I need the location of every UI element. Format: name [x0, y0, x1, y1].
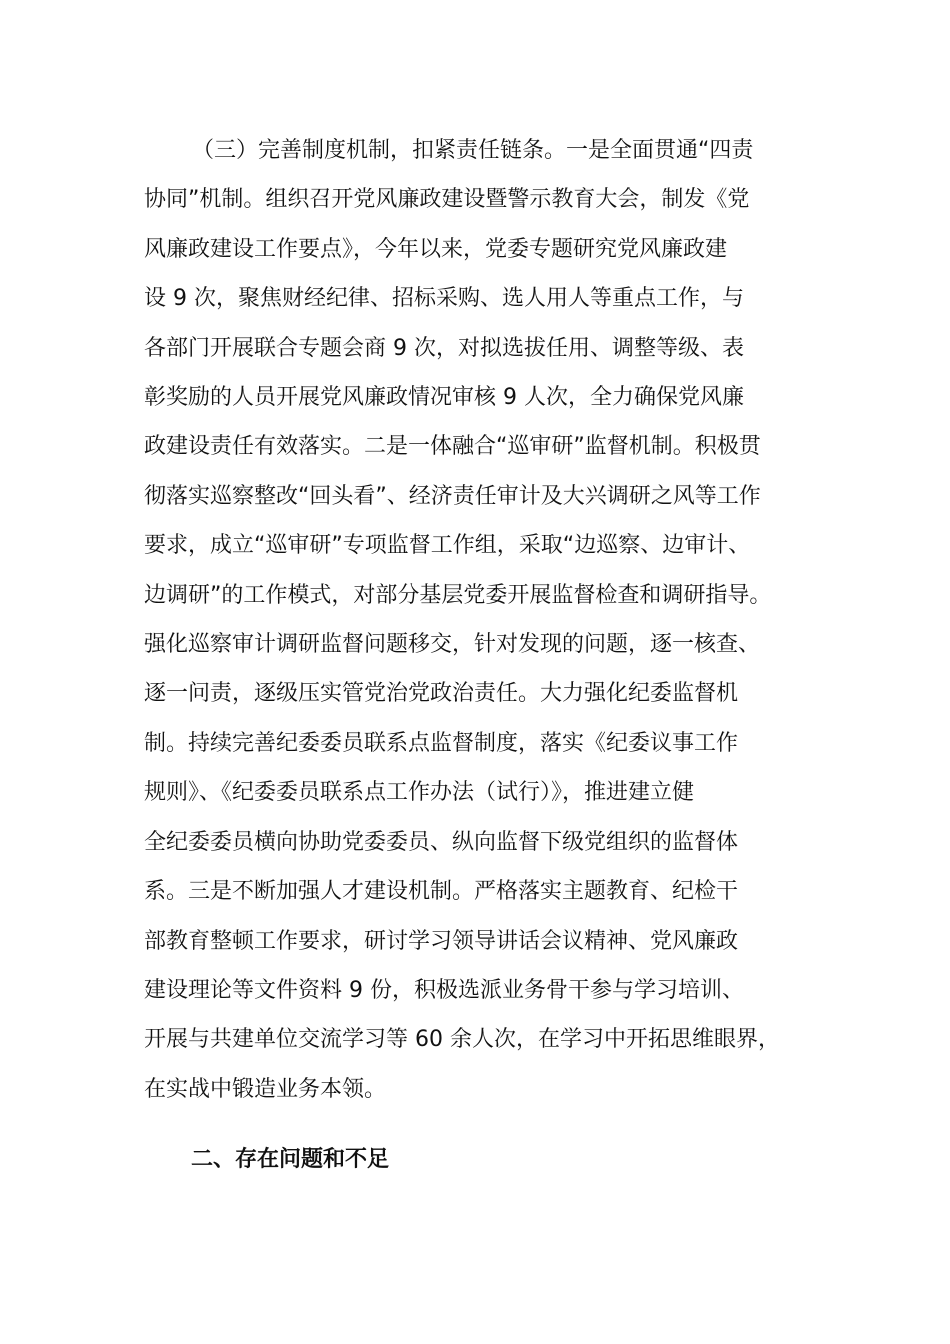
- paragraph-line: 边调研”的工作模式，对部分基层党委开展监督检查和调研指导。: [144, 582, 772, 608]
- paragraph-line: 逐一问责，逐级压实管党治党政治责任。大力强化纪委监督机: [144, 681, 739, 707]
- paragraph-line: 政建设责任有效落实。二是一体融合“巡审研”监督机制。积极贯: [144, 434, 761, 460]
- section-heading: 二、存在问题和不足: [191, 1147, 390, 1172]
- paragraph-line: 协同”机制。组织召开党风廉政建设暨警示教育大会，制发《党: [144, 187, 750, 213]
- paragraph-line: 彰奖励的人员开展党风廉政情况审核 9 人次，全力确保党风廉: [144, 385, 744, 411]
- paragraph-line: 彻落实巡察整改“回头看”、经济责任审计及大兴调研之风等工作: [144, 483, 761, 509]
- paragraph-line: 部教育整顿工作要求，研讨学习领导讲话会议精神、党风廉政: [144, 928, 739, 954]
- paragraph-line: 风廉政建设工作要点》，今年以来，党委专题研究党风廉政建: [144, 236, 728, 262]
- paragraph-line: 开展与共建单位交流学习等 60 余人次，在学习中开拓思维眼界，: [144, 1027, 780, 1053]
- paragraph-line: 建设理论等文件资料 9 份，积极选派业务骨干参与学习培训、: [144, 977, 744, 1003]
- paragraph-line: （三）完善制度机制，扣紧责任链条。一是全面贯通“四责: [192, 138, 754, 163]
- paragraph-line: 全纪委委员横向协助党委委员、纵向监督下级党组织的监督体: [144, 829, 739, 855]
- paragraph-line: 强化巡察审计调研监督问题移交，针对发现的问题，逐一核查、: [144, 632, 761, 658]
- paragraph-line: 设 9 次，聚焦财经纪律、招标采购、选人用人等重点工作，与: [144, 286, 744, 312]
- paragraph-line: 制。持续完善纪委委员联系点监督制度，落实《纪委议事工作: [144, 730, 739, 756]
- paragraph-line: 各部门开展联合专题会商 9 次，对拟选拔任用、调整等级、表: [144, 335, 744, 361]
- paragraph-line: 在实战中锻造业务本领。: [144, 1076, 387, 1102]
- paragraph-line: 要求，成立“巡审研”专项监督工作组，采取“边巡察、边审计、: [144, 533, 751, 559]
- paragraph-line: 规则》、《纪委委员联系点工作办法（试行）》，推进建立健: [144, 780, 695, 806]
- body-paragraph: [144, 126, 844, 1114]
- paragraph-line: 系。三是不断加强人才建设机制。严格落实主题教育、纪检干: [144, 879, 739, 905]
